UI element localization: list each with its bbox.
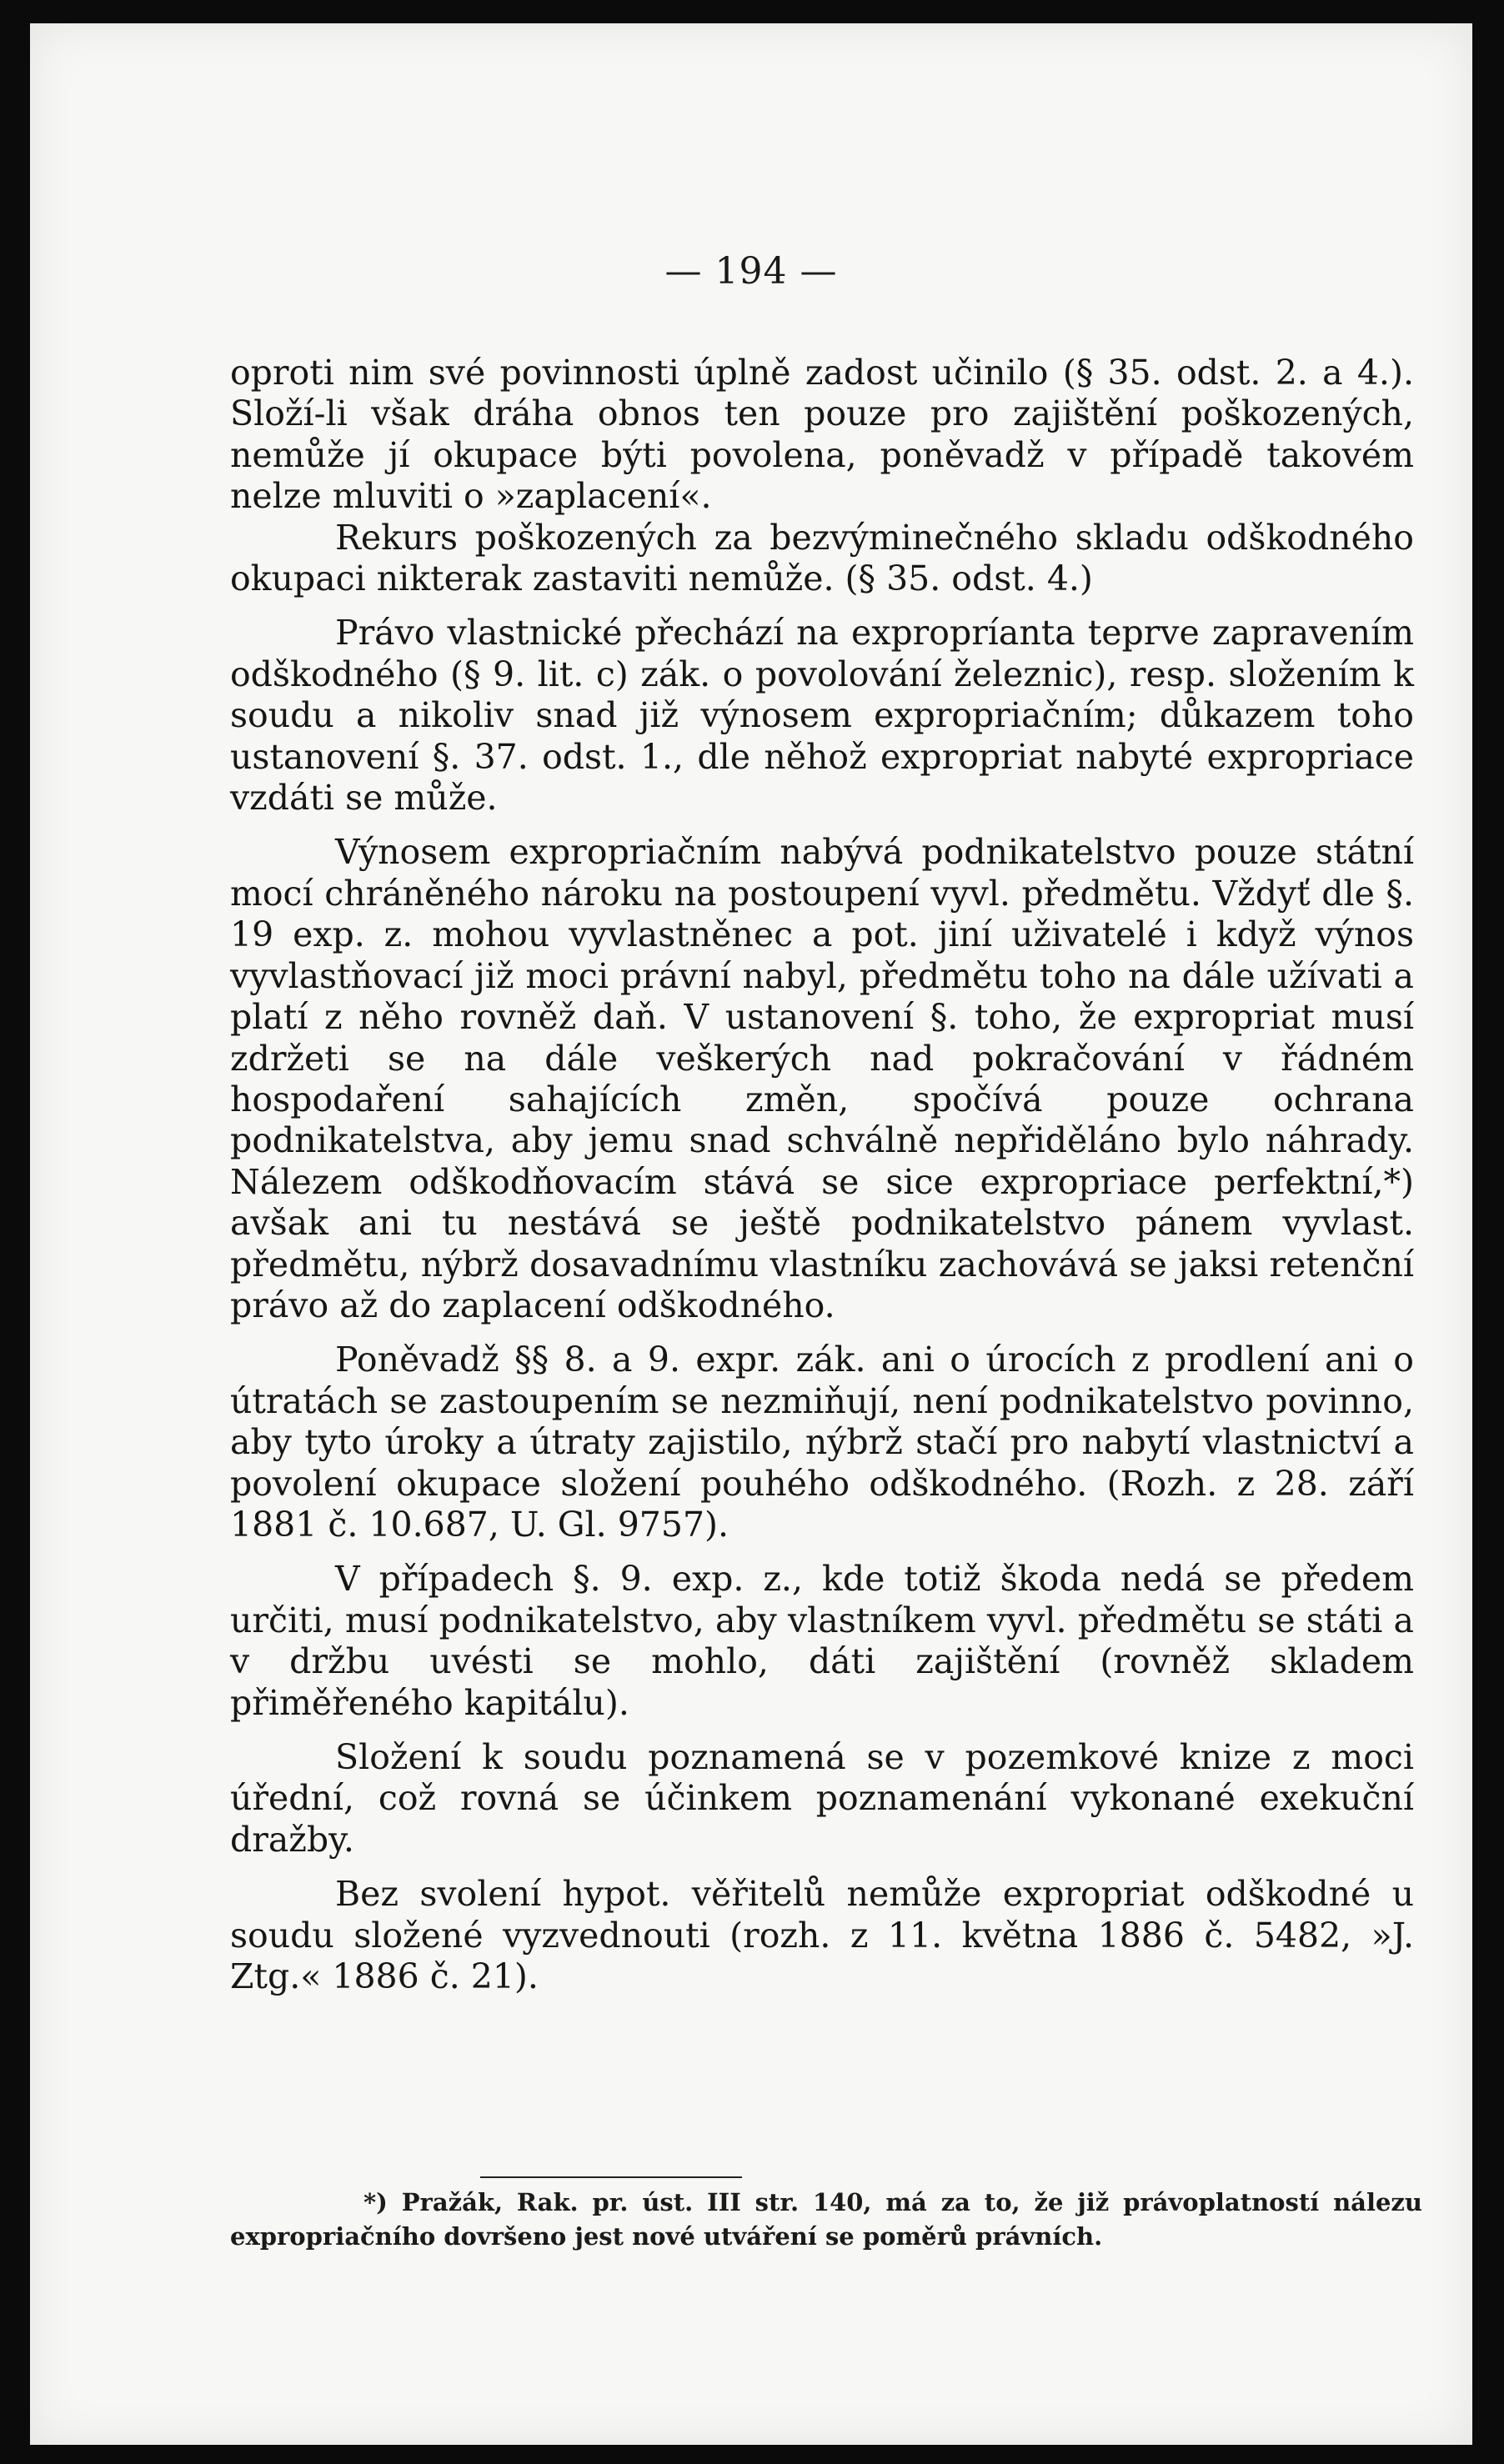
- paragraph-2: Rekurs poškozených za bezvýminečného skladu odškodného okupaci nikterak zastaviti nemůže. (§ 35. odst. 4.): [230, 517, 1414, 599]
- paragraph-8: Bez svolení hypot. věřitelů nemůže expropriat odškodné u soudu složené vyzvednouti (rozh. z 11. května 1886 č. 5482, »J. Ztg.« 1886 č. 21).: [230, 1874, 1414, 1997]
- paragraph-4: Výnosem expropriačním nabývá podnikatelstvo pouze státní mocí chráněného nároku na postoupení vyvl. předmětu. Vždyť dle §. 19 exp. z. mohou vyvlastněnec a pot. jiní uživatelé i když výnos vyvlastňovací již moci právní nabyl, předmětu toho na dále užívati a platí z něho rovněž daň. V ustanovení §. toho, že expropriat musí zdržeti se na dále veškerých nad pokračování v řádném hospodaření sahajících změn, spočívá pouze ochrana podnikatelstva, aby jemu snad schválně nepřiděláno bylo náhrady. Nálezem odškodňovacím stává se sice expropriace perfektní,*) avšak ani tu nestává se ještě podnikatelstvo pánem vyvlast. předmětu, nýbrž dosavadnímu vlastníku zachovává se jaksi retenční právo až do zaplacení odškodného.: [230, 832, 1414, 1325]
- paragraph-3: Právo vlastnické přechází na expropríanta teprve zapravením odškodného (§ 9. lit. c) zák. o povolování železnic), resp. složením k soudu a nikoliv snad již výnosem expropriačním; důkazem toho ustanovení §. 37. odst. 1., dle něhož expropriat nabyté expropriace vzdáti se může.: [230, 613, 1414, 819]
- paragraph-7: Složení k soudu poznamená se v pozemkové knize z moci úřední, což rovná se účinkem poznamenání vykonané exekuční dražby.: [230, 1737, 1414, 1860]
- paragraph-1: oproti nim své povinnosti úplně zadost učinilo (§ 35. odst. 2. a 4.). Složí-li však dráha obnos ten pouze pro zajištění poškozených, nemůže jí okupace býti povolena, poněvadž v případě takovém nelze mluviti o »zaplacení«.: [230, 353, 1414, 517]
- book-page: [30, 23, 1472, 2445]
- paragraph-6: V případech §. 9. exp. z., kde totiž škoda nedá se předem určiti, musí podnikatelstvo, aby vlastníkem vyvl. předmětu se státi a v držbu uvésti se mohlo, dáti zajištění (rovněž skladem přiměřeného kapitálu).: [230, 1559, 1414, 1723]
- body-text: [230, 353, 1414, 1997]
- footnote-divider: [480, 2176, 742, 2178]
- footnote: *) Pražák, Rak. pr. úst. III str. 140, má za to, že již právoplatností nálezu expropriačního dovršeno jest nové utváření se poměrů právních.: [230, 2188, 1422, 2251]
- paragraph-5: Poněvadž §§ 8. a 9. expr. zák. ani o úrocích z prodlení ani o útratách se zastoupením se nezmiňují, není podnikatelstvo povinno, aby tyto úroky a útraty zajistilo, nýbrž stačí pro nabytí vlastnictví a povolení okupace složení pouhého odškodného. (Rozh. z 28. září 1881 č. 10.687, U. Gl. 9757).: [230, 1340, 1414, 1545]
- page-number: — 194 —: [664, 250, 838, 293]
